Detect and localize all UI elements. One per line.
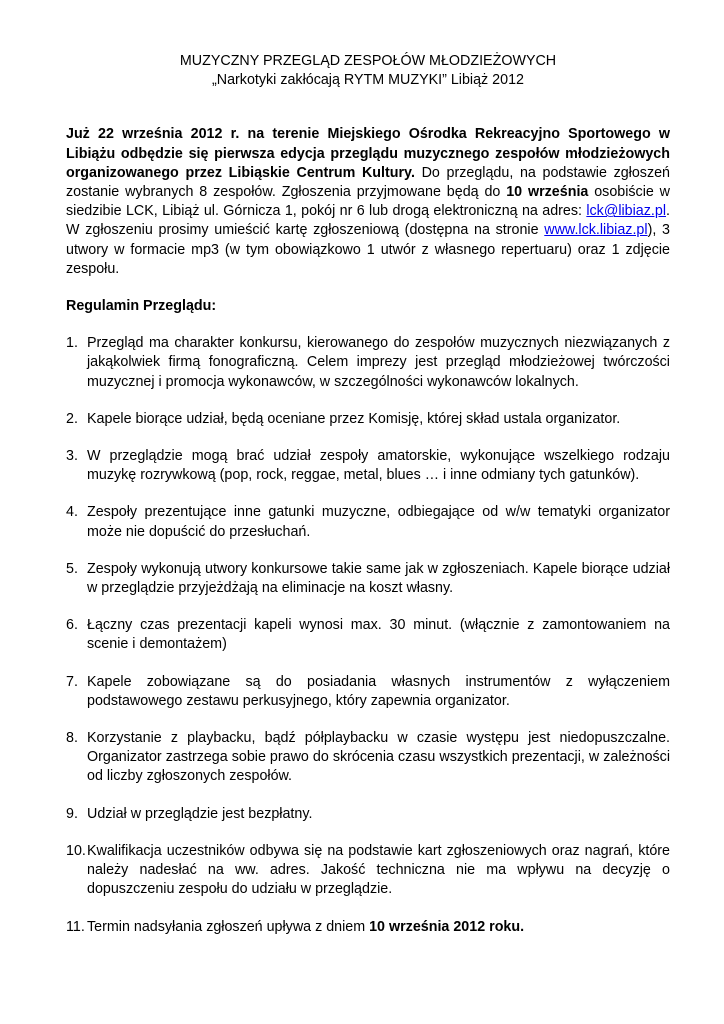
intro-text-3: . W zgłoszeniu prosimy umieścić kartę zgłoszeniową (dostępna na stronie — [66, 203, 670, 239]
rule-number: 9. — [66, 805, 78, 822]
rule-text — [87, 918, 670, 937]
rule-number: 4. — [66, 504, 78, 521]
rule-item — [66, 673, 670, 711]
intro-paragraph — [66, 125, 670, 279]
rule-item — [66, 447, 670, 485]
rule-item — [66, 334, 670, 392]
rule-item — [66, 560, 670, 598]
intro-text-1: Do przeglądu, na podstawie zgłoszeń zostanie wybranych 8 zespołów. Zgłoszenia przyjmowane będą do — [66, 164, 670, 201]
intro-text-2: osobiście w siedzibie LCK, Libiąż ul. Górnicza 1, pokój nr 6 lub drogą elektroniczną na adres: — [66, 184, 671, 220]
rule-text: Łączny czas prezentacji kapeli wynosi max. 30 minut. (włącznie z zamontowaniem na scenie i demontażem) — [87, 617, 670, 653]
rule-number: 6. — [66, 617, 78, 634]
regulamin-heading: Regulamin Przeglądu: — [66, 298, 217, 315]
rule-11-text: Termin nadsyłania zgłoszeń upływa z dniem — [87, 918, 370, 935]
title-line-2: „Narkotyki zakłócają RYTM MUZYKI” Libiąż 2012 — [212, 72, 524, 89]
document-title — [66, 52, 670, 90]
rule-text: Zespoły prezentujące inne gatunki muzyczne, odbiegające od w/w tematyki organizator może nie dopuścić do przesłuchań. — [87, 504, 670, 540]
rule-item — [66, 410, 670, 429]
intro-bold-lead: Już 22 września 2012 r. na terenie Miejskiego Ośrodka Rekreacyjno Sportowego w Libiążu odbędzie się pierwsza edycja przeglądu muzycznego zespołów młodzieżowych organizowanego przez Libiąskie Centrum Kultury. — [66, 126, 670, 181]
rule-text: W przeglądzie mogą brać udział zespoły amatorskie, wykonujące wszelkiego rodzaju muzykę rozrywkową (pop, rock, reggae, metal, blues … i inne odmiany tych gatunków). — [87, 448, 670, 484]
intro-bold-date: 10 września — [506, 184, 589, 201]
email-link[interactable]: lck@libiaz.pl — [586, 203, 667, 220]
rule-item — [66, 842, 670, 900]
rule-text: Kwalifikacja uczestników odbywa się na podstawie kart zgłoszeniowych oraz nagrań, które należy nadesłać na ww. adres. Jakość techniczna nie ma wpływu na decyzję o dopuszczeniu zespołu do udziału w przeglądzie. — [87, 842, 670, 898]
rule-text: Udział w przeglądzie jest bezpłatny. — [87, 805, 313, 822]
rule-number: 3. — [66, 448, 78, 465]
rule-number: 11. — [66, 918, 85, 935]
rule-text: Kapele zobowiązane są do posiadania własnych instrumentów z wyłączeniem podstawowego zestawu perkusyjnego, który zapewnia organizator. — [87, 673, 670, 709]
rule-number: 8. — [66, 730, 78, 747]
rule-11-deadline: 10 września 2012 roku. — [369, 918, 525, 935]
rule-item — [66, 503, 670, 541]
rule-number: 5. — [66, 560, 78, 577]
rule-number: 1. — [66, 335, 78, 352]
rules-list — [66, 334, 670, 936]
rule-number: 10. — [66, 842, 86, 859]
rule-text: Kapele biorące udział, będą oceniane przez Komisję, której skład ustala organizator. — [87, 410, 621, 427]
rule-number: 7. — [66, 673, 78, 690]
rule-text: Przegląd ma charakter konkursu, kierowanego do zespołów muzycznych niezwiązanych z jakąkolwiek firmą fonograficzną. Celem imprezy jest przegląd młodzieżowej twórczości muzycznej i promocja wykonawców, w szczególności wykonawców lokalnych. — [87, 335, 670, 390]
title-line-1: MUZYCZNY PRZEGLĄD ZESPOŁÓW MŁODZIEŻOWYCH — [179, 53, 557, 69]
rule-text: Zespoły wykonują utwory konkursowe takie same jak w zgłoszeniach. Kapele biorące udział w przeglądzie przyjeżdżają na eliminacje na koszt własny. — [87, 560, 670, 597]
rule-item — [66, 616, 670, 654]
rule-text: Korzystanie z playbacku, bądź półplaybacku w czasie występu jest niedopuszczalne. Organizator zastrzega sobie prawo do skrócenia czasu wszystkich prezentacji, w zależności od liczby zgłoszonych zespołów. — [87, 730, 670, 785]
rule-number: 2. — [66, 410, 78, 427]
document-page — [66, 52, 670, 955]
rule-item — [66, 918, 670, 937]
rule-item — [66, 729, 670, 787]
website-link[interactable]: www.lck.libiaz.pl — [544, 222, 648, 239]
rule-item — [66, 805, 670, 824]
intro-text-4: ), 3 utwory w formacie mp3 (w tym obowiązkowo 1 utwór z własnego repertuaru) oraz 1 zdjęcie zespołu. — [66, 222, 670, 277]
